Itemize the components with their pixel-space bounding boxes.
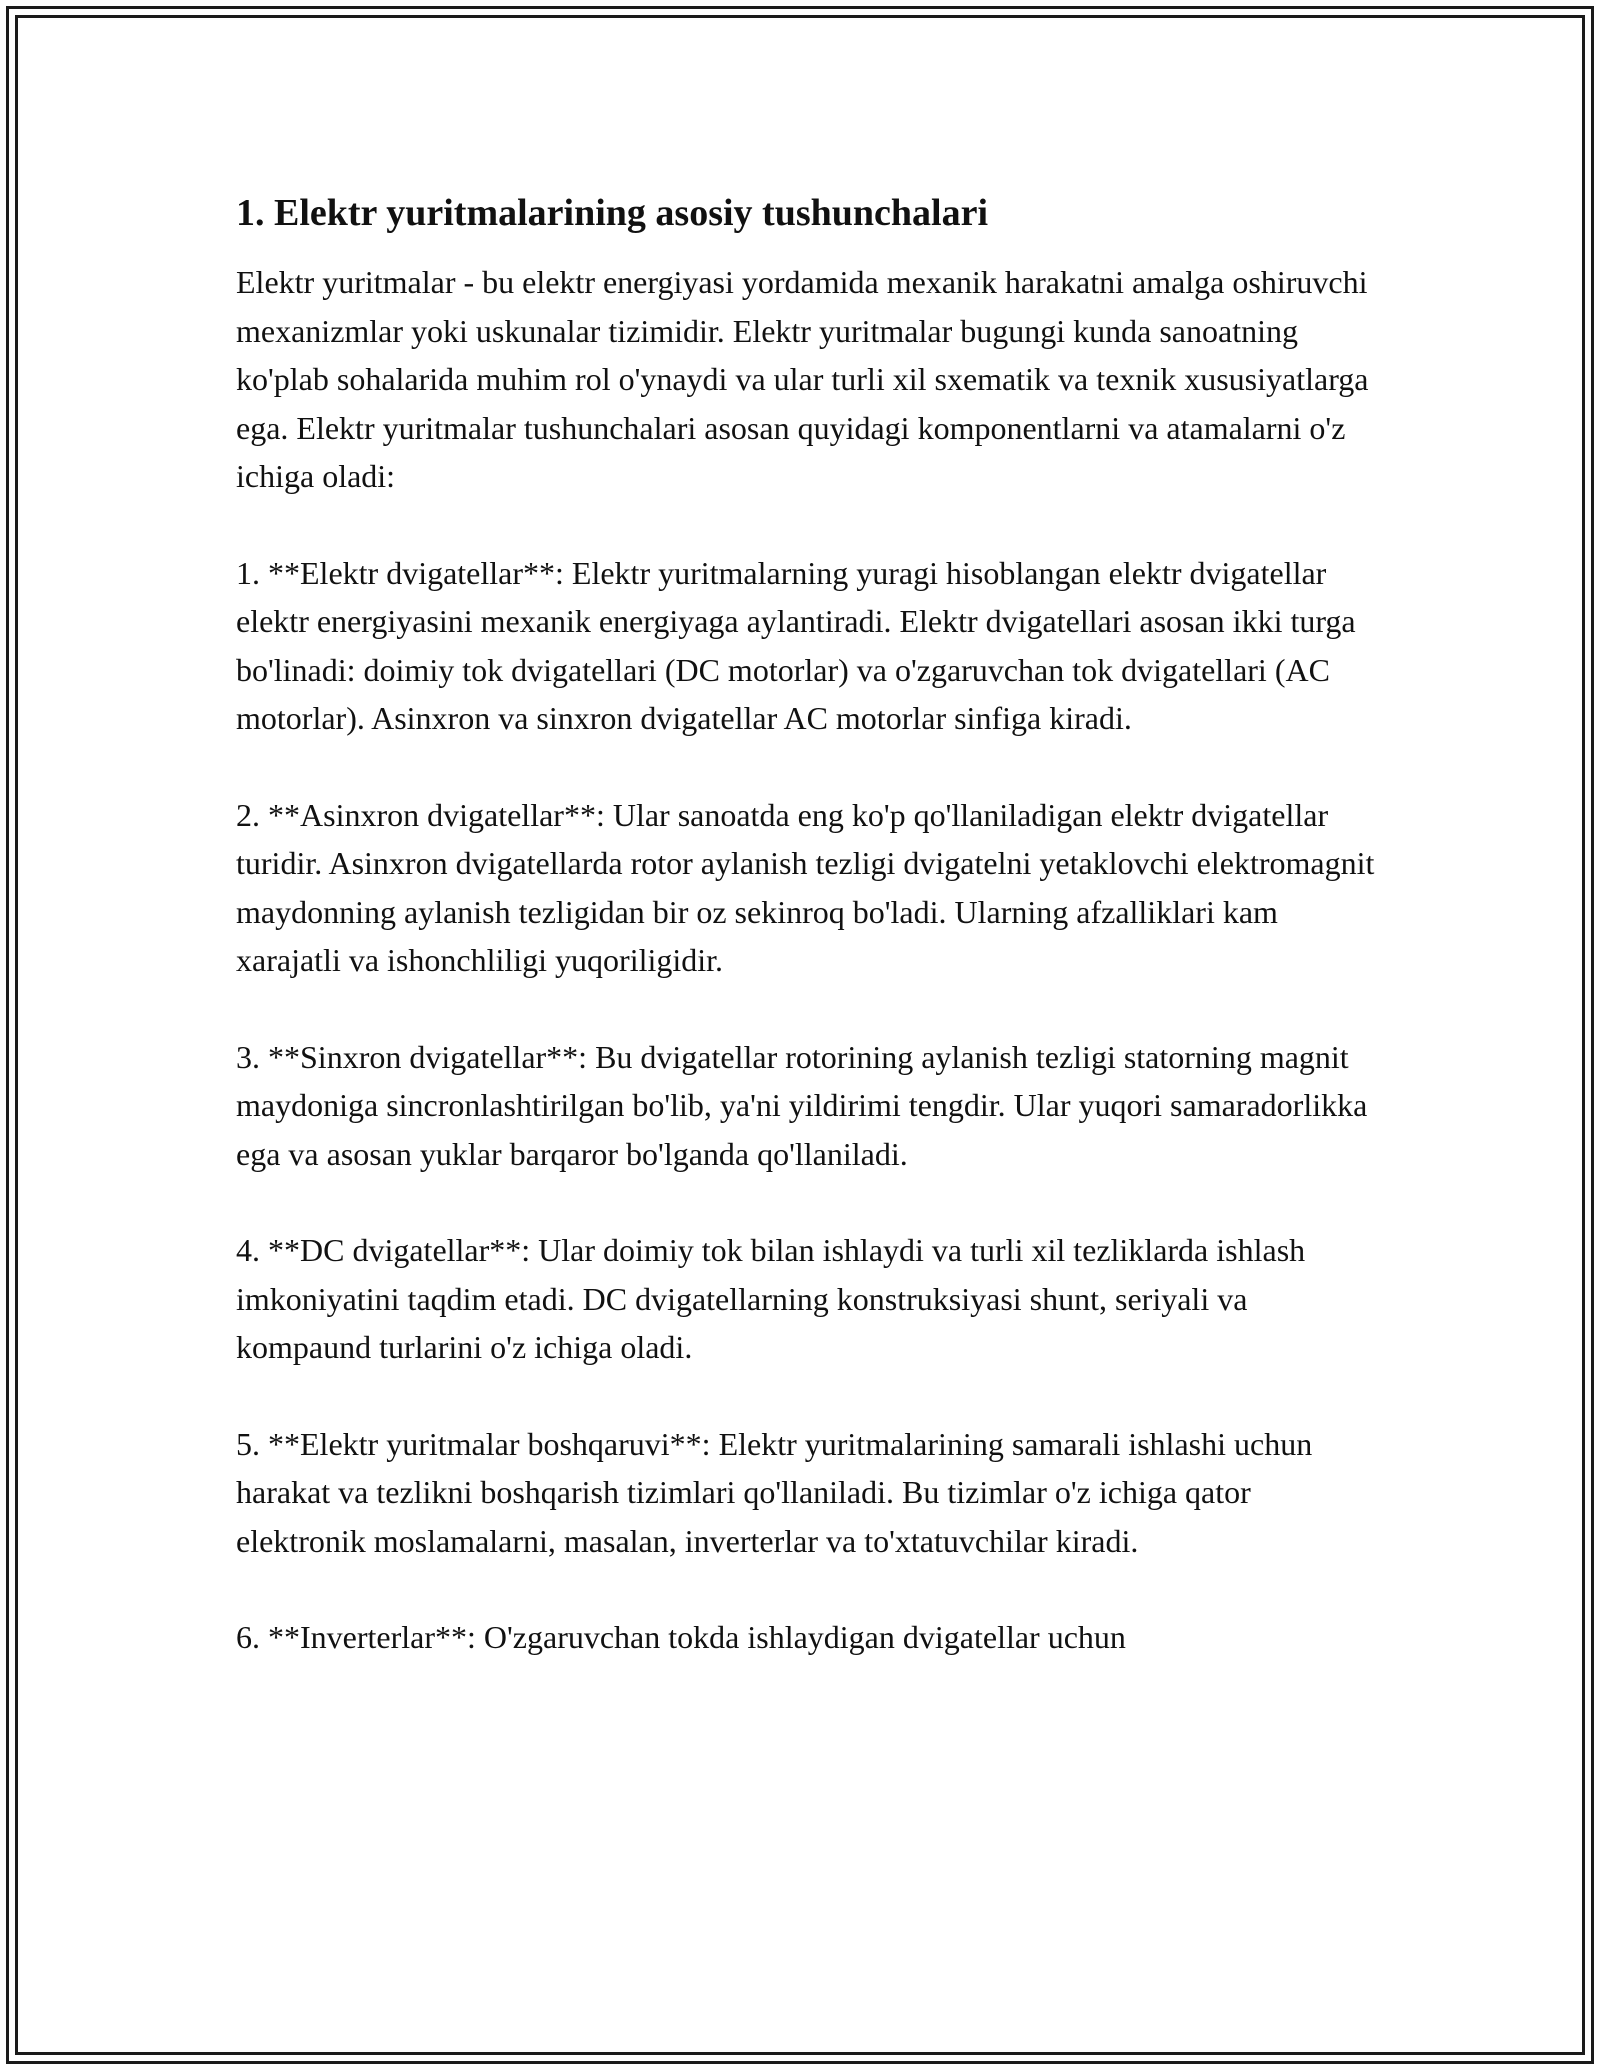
document-body [236,186,1376,1662]
list-item-inverters: 6. **Inverterlar**: O'zgaruvchan tokda ishlaydigan dvigatellar uchun [236,1619,1126,1655]
list-item-electric-motors: 1. **Elektr dvigatellar**: Elektr yuritmalarning yuragi hisoblangan elektr dvigatellar elektr energiyasini mexanik energiyaga aylantiradi. Elektr dvigatellari asosan ikki turga bo'linadi: doimiy tok dvigatellari (DC motorlar) va o'zgaruvchan tok dvigatellari (AC motorlar). Asinxron va sinxron dvigatellar AC motorlar sinfiga kiradi. [236,554,1356,736]
section-heading: 1. Elektr yuritmalarining asosiy tushunchalari [236,192,989,234]
intro-paragraph: Elektr yuritmalar - bu elektr energiyasi yordamida mexanik harakatni amalga oshiruvchi mexanizmlar yoki uskunalar tizimidir. Elektr yuritmalar bugungi kunda sanoatning ko'plab sohalarida muhim rol o'ynaydi va ular turli xil sxematik va texnik xususiyatlarga ega. Elektr yuritmalar tushunchalari asosan quyidagi komponentlarni va atamalarni o'z ichiga oladi: [236,264,1369,494]
list-item-drive-control: 5. **Elektr yuritmalar boshqaruvi**: Elektr yuritmalarining samarali ishlashi uchun harakat va tezlikni boshqarish tizimlari qo'llaniladi. Bu tizimlar o'z ichiga qator elektronik moslamalarni, masalan, inverterlar va to'xtatuvchilar kiradi. [236,1425,1313,1559]
list-item-dc-motors: 4. **DC dvigatellar**: Ular doimiy tok bilan ishlaydi va turli xil tezliklarda ishlash imkoniyatini taqdim etadi. DC dvigatellarning konstruksiyasi shunt, seriyali va kompaund turlarini o'z ichiga oladi. [236,1232,1306,1365]
list-item-synchronous-motors: 3. **Sinxron dvigatellar**: Bu dvigatellar rotorining aylanish tezligi statorning magnit maydoniga sincronlashtirilgan bo'lib, ya'ni yildirimi tengdir. Ular yuqori samaradorlikka ega va asosan yuklar barqaror bo'lganda qo'llaniladi. [236,1038,1368,1172]
list-item-asynchronous-motors: 2. **Asinxron dvigatellar**: Ular sanoatda eng ko'p qo'llaniladigan elektr dvigatellar turidir. Asinxron dvigatellarda rotor aylanish tezligi dvigatelni yetaklovchi elektromagnit maydonning aylanish tezligidan bir oz sekinroq bo'ladi. Ularning afzalliklari kam xarajatli va ishonchliligi yuqoriligidir. [236,796,1375,978]
